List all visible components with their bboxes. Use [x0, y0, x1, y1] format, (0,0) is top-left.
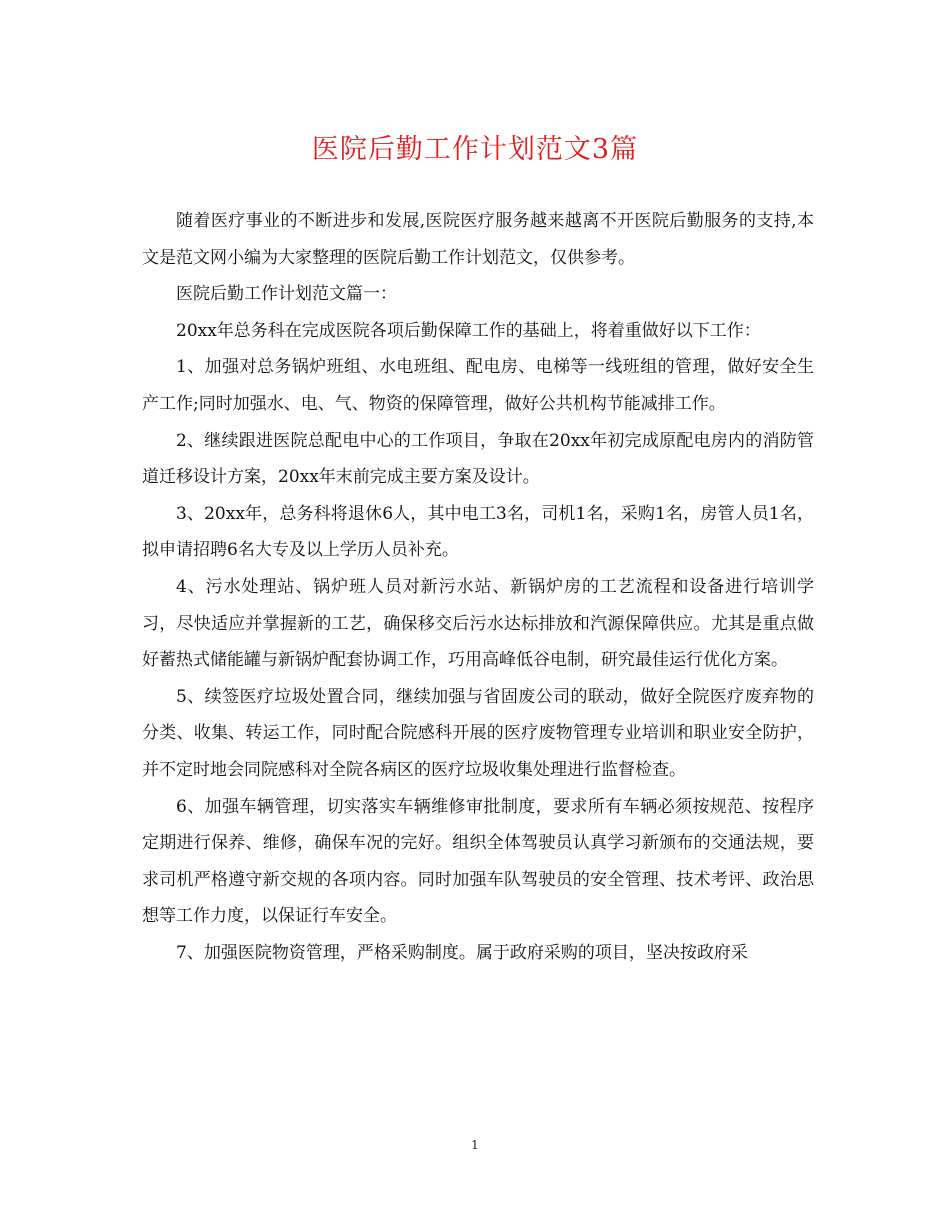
paragraph-section-heading: 医院后勤工作计划范文篇一：: [176, 284, 397, 305]
paragraph-intro: 随着医疗事业的不断进步和发展,医院医疗服务越来越离不开医院后勤服务的支持,本文是范文网小编为大家整理的医院后勤工作计划范文，仅供参考。: [142, 211, 814, 268]
paragraph-item-6: 6、加强车辆管理，切实落实车辆维修审批制度，要求所有车辆必须按规范、按程序定期进行保养、维修，确保车况的完好。组织全体驾驶员认真学习新颁布的交通法规，要求司机严格遵守新交规的各项内容。同时加强车队驾驶员的安全管理、技术考评、政治思想等工作力度，以保证行车安全。: [142, 796, 814, 927]
page-number: 1: [471, 1138, 479, 1152]
paragraph-item-3: 3、20xx年，总务科将退休6人，其中电工3名，司机1名，采购1名，房管人员1名，拟申请招聘6名大专及以上学历人员补充。: [142, 503, 814, 561]
paragraph-item-2: 2、继续跟进医院总配电中心的工作项目，争取在20xx年初完成原配电房内的消防管道迁移设计方案，20xx年末前完成主要方案及设计。: [142, 430, 814, 488]
paragraph-item-5: 5、续签医疗垃圾处置合同，继续加强与省固废公司的联动，做好全院医疗废弃物的分类、收集、转运工作，同时配合院感科开展的医疗废物管理专业培训和职业安全防护，并不定时地会同院感科对全院各病区的医疗垃圾收集处理进行监督检查。: [142, 686, 814, 780]
paragraph-item-1: 1、加强对总务锅炉班组、水电班组、配电房、电梯等一线班组的管理，做好安全生产工作;同时加强水、电、气、物资的保障管理，做好公共机构节能减排工作。: [142, 357, 814, 414]
paragraph-item-4: 4、污水处理站、锅炉班人员对新污水站、新锅炉房的工艺流程和设备进行培训学习，尽快适应并掌握新的工艺，确保移交后污水达标排放和汽源保障供应。尤其是重点做好蓄热式储能罐与新锅炉配套协调工作，巧用高峰低谷电制，研究最佳运行优化方案。: [142, 576, 814, 671]
document-body: [142, 203, 814, 971]
paragraph-overview: 20xx年总务科在完成医院各项后勤保障工作的基础上，将着重做好以下工作：: [176, 320, 761, 341]
document-title: 医院后勤工作计划范文3篇: [311, 134, 639, 165]
paragraph-item-7: 7、加强医院物资管理，严格采购制度。属于政府采购的项目，坚决按政府采: [176, 942, 748, 963]
